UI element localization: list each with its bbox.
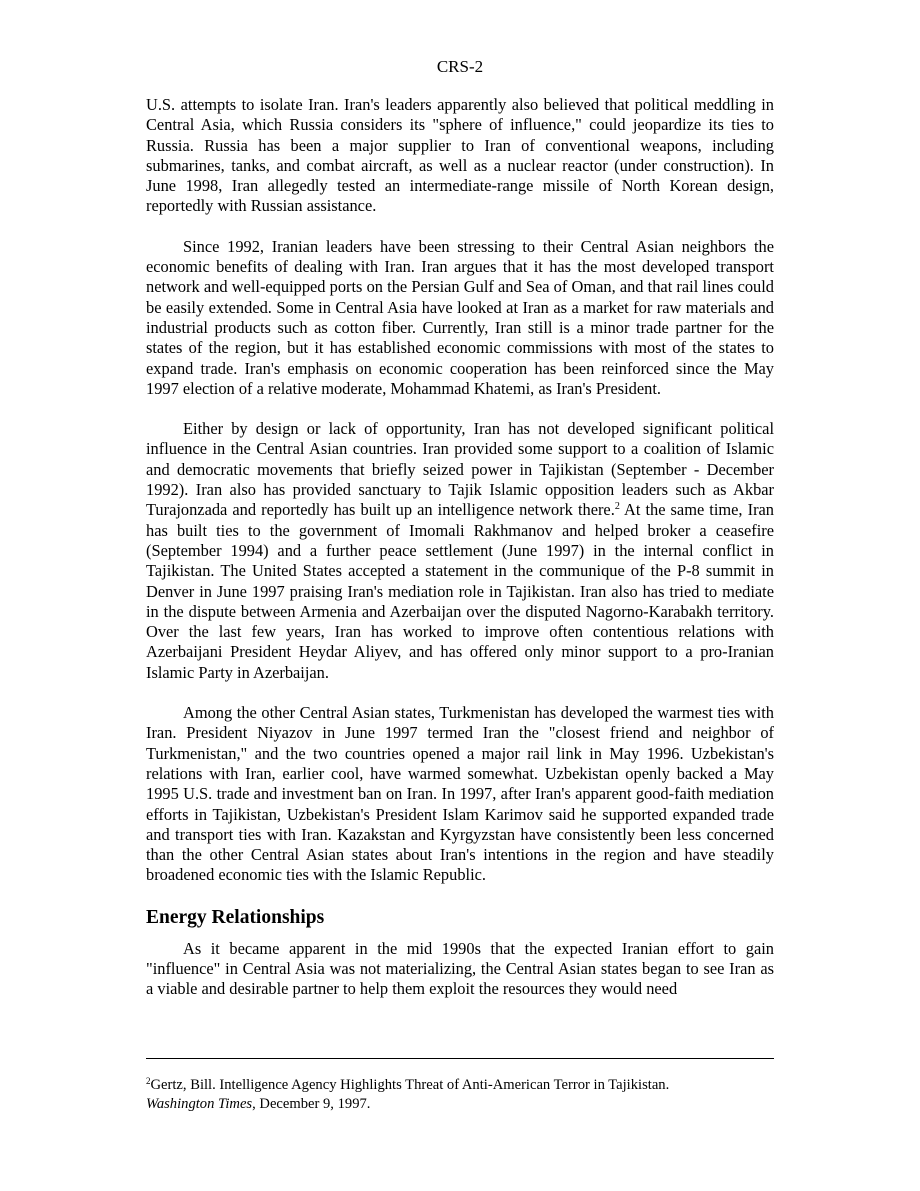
paragraph-energy-relationships: As it became apparent in the mid 1990s that the expected Iranian effort to gain "influence" in Central Asia was not materializing, the Central Asian states began to see Iran as a viable and desirable partner to help them exploit the resources they would need: [146, 938, 774, 999]
paragraph-text-after-note: At the same time, Iran has built ties to the government of Imomali Rakhmanov and helped broker a ceasefire (September 1994) and a further peace settlement (June 1997) in the internal conflict in Tajikistan. The United States accepted a statement in the communique of the P-8 summit in Denver in June 1997 praising Iran's mediation role in Tajikistan. Iran also has tried to mediate in the dispute between Armenia and Azerbaijan over the disputed Nagorno-Karabakh territory. Over the last few years, Iran has worked to improve often contentious relations with Azerbaijani President Heydar Aliyev, and has offered only minor support to a pro-Iranian Islamic Party in Azerbaijan.: [146, 500, 774, 682]
section-heading-energy: Energy Relationships: [146, 906, 325, 928]
page-number-header: CRS-2: [436, 57, 484, 76]
footnote-divider: [146, 1058, 774, 1059]
footnote-text: Gertz, Bill. Intelligence Agency Highlights Threat of Anti-American Terror in Tajikistan.: [150, 1077, 670, 1093]
footnote-mark: 2: [146, 1076, 151, 1086]
footnote-source-date: , December 9, 1997.: [252, 1096, 371, 1112]
paragraph-text-before-note: Either by design or lack of opportunity, Iran has not developed significant political influence in the Central Asian countries. Iran provided some support to a coalition of Islamic and democratic movements that briefly seized power in Tajikistan (September - December 1992). Iran also has provided sanctuary to Tajik Islamic opposition leaders such as Akbar Turajonzada and reportedly has built up an intelligence network there.: [146, 419, 774, 520]
footnote-reference[interactable]: 2: [614, 501, 620, 513]
paragraph-political-influence: [146, 419, 774, 683]
paragraph-economic-benefits: Since 1992, Iranian leaders have been stressing to their Central Asian neighbors the economic benefits of dealing with Iran. Iran argues that it has the most developed transport network and well-equipped ports on the Persian Gulf and Sea of Oman, and that rail lines could be easily extended. Some in Central Asia have looked at Iran as a market for raw materials and industrial products such as cotton fiber. Currently, Iran still is a minor trade partner for the states of the region, but it has established economic commissions with most of the states to expand trade. Iran's emphasis on economic cooperation has been reinforced since the May 1997 election of a relative moderate, Mohammad Khatemi, as Iran's President.: [146, 236, 774, 398]
footnote: [146, 1076, 774, 1114]
paragraph-turkmenistan-ties: Among the other Central Asian states, Turkmenistan has developed the warmest ties with Iran. President Niyazov in June 1997 termed Iran the "closest friend and neighbor of Turkmenistan," and the two countries opened a major rail link in May 1996. Uzbekistan's relations with Iran, earlier cool, have warmed somewhat. Uzbekistan openly backed a May 1995 U.S. trade and investment ban on Iran. In 1997, after Iran's apparent good-faith mediation efforts in Tajikistan, Uzbekistan's President Islam Karimov said he supported expanded trade and transport ties with Iran. Kazakstan and Kyrgyzstan have consistently been less concerned than the other Central Asian states about Iran's intentions in the region and have steadily broadened economic ties with the Islamic Republic.: [146, 703, 774, 885]
document-body: [146, 95, 774, 1020]
paragraph-continued: U.S. attempts to isolate Iran. Iran's leaders apparently also believed that political meddling in Central Asia, which Russia considers its "sphere of influence," could jeopardize its ties to Russia. Russia has been a major supplier to Iran of conventional weapons, including submarines, tanks, and combat aircraft, as well as a nuclear reactor (under construction). In June 1998, Iran allegedly tested an intermediate-range missile of North Korean design, reportedly with Russian assistance.: [146, 95, 774, 216]
footnote-source-title: Washington Times: [146, 1096, 253, 1112]
